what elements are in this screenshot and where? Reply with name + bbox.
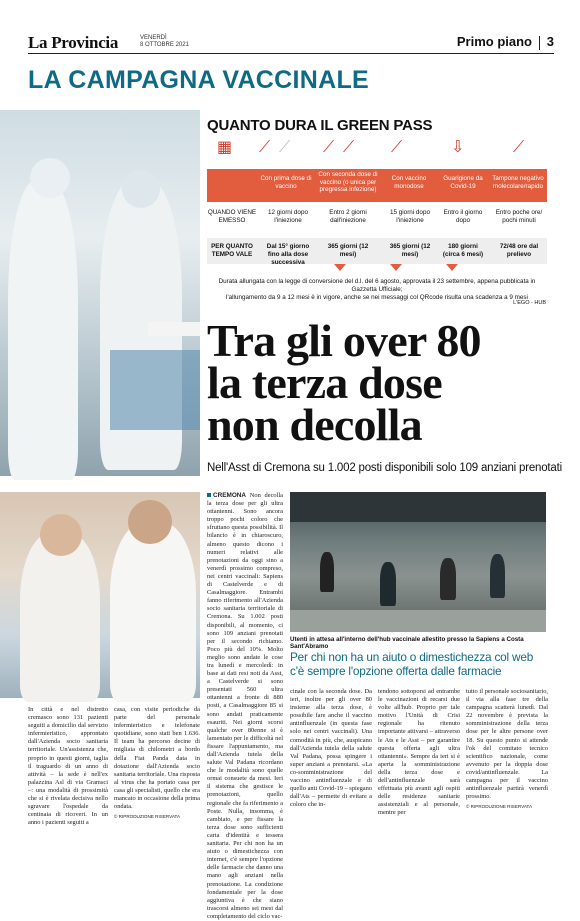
article-column-c [290,688,372,838]
article-text-d: tendono sottoporsi ad entrambe le vaccinazioni di recarsi due volte all'hub. Proprio per tale motivo l'Unità di Crisi regionale ha ritenuto importante attivarsi – attraverso le Ats e le Asst – per garantire questa offerta agli ultra ottantenni». Sempre da ieri si è aperta la somministrazione della terza dose e dell'antinfluenzale sarà effettuata più avanti agli ospiti delle residenze sanitarie assistenziali e al personale, mentre per [378,688,460,817]
issued-second-dose: Entro 2 giorni dall'iniezione [329,209,367,224]
headline-line3: non decolla [207,399,422,450]
syringe-icon: ⟋ [343,137,355,156]
column-recovery: Guarigione da Covid-19 [443,175,483,190]
section-kicker: LA CAMPAGNA VACCINALE [28,66,370,94]
header-divider [539,36,540,50]
photo-caption: Utenti in attesa all'interno dell'hub vaccinale allestito presso la Sapiens a Costa Sant'Abramo [290,636,524,650]
headline-line1: Tra gli over 80 [207,315,481,366]
article-column-e [466,688,548,838]
infographic-source: L'EGO - HUB [513,300,546,306]
syringe-icon: ⟋ [323,137,335,156]
infographic-note-line1: Durata allungata con la legge di conversione del d.l. del 6 agosto, approvata il 23 settembre, appena pubblicata in Gazzetta Ufficiale; [218,278,536,293]
issued-single-dose: 15 giorni dopo l'iniezione [390,209,430,224]
column-second-dose: Con seconda dose di vaccino (o unica per pregressa infezione) [318,171,378,193]
side-headline: Per chi non ha un aiuto o dimestichezza col web c'è sempre l'opzione offerta dalle farmacie [290,650,534,678]
dateline: CREMONA [213,492,247,499]
article-column-b [114,706,200,838]
syringe-icon: ⟋ [259,137,271,156]
infographic-note-line2: l'allungamento da 9 a 12 mesi è in vigore, anche se nei messaggi col QRcode risulta una scadenza a 9 mesi [226,294,528,301]
article-text-e: tutto il personale sociosanitario, il via alla fase tre della campagna scatterà lunedì. Dal 22 novembre è prevista la somministrazione della terza dose per le altre persone over 18. Su questo punto si attende l'ok del comitato tecnico scientifico nazionale, come avvenuto per la doppia dose covid/antinfluenzale. La campagna per il vaccino antinfluenzale partirà venerdì prossimo. [466,688,548,801]
row-validity [207,238,547,264]
photo-vaccination-hub [290,492,546,632]
section-title: Primo piano [456,34,532,49]
article-column-main [207,492,283,920]
headline-line2: la terza dose [207,357,442,408]
article-text-c: cinale con la seconda dose. Da ieri, inoltre per gli over 80 insieme alla terza dose, è possibile fare anche il vaccino antinfluenzale (in questa fase solo nei centri vaccinali). Una comodità in più, che, auspicano dall'Azienda tutela della salute Val Padana, possa spingere i super anziani a prenotarsi. «La co-somministrazione del vaccino antinfluenzale e di quello anti Covid-19 – spiegano dall'Ats – permette di evitare a coloro che in- [290,688,373,809]
row-issued-label: QUANDO VIENE EMESSO [207,209,257,224]
calendar-icon: ▦ [217,137,233,156]
syringe-icon: ⟋ [279,137,291,156]
issued-test: Entro poche ore/ pochi minuti [495,209,543,224]
infographic-note [207,278,547,302]
column-first-dose: Con prima dose di vaccino [260,175,312,190]
test-tube-icon: ⟋ [513,137,525,156]
headline [207,315,481,450]
issue-day: VENERDÌ [140,35,167,41]
infographic-title: QUANTO DURA IL GREEN PASS [207,117,433,134]
article-text-b: casa, con visite periodiche da parte del personale infermieristico e telefonate quotidiane, sono stati ben 1.636. Il team ha percorso decine di migliaia di chilometri a bordo della Fiat Panda data in dotazione dall'Azienda socio sanitaria territoriale. Una risposta al virus che ha portato casa per casa gli specialisti, quello che era mancato in occasione della prima ondata. [114,706,200,811]
newspaper-brand: La Provincia [28,33,119,52]
issued-recovery: Entro il giorno dopo [443,209,483,224]
infographic-icons [207,135,547,169]
arrow-down-icon [334,264,346,271]
dateline-marker [207,493,211,497]
infographic-header-row [207,169,547,202]
arrow-down-icon: ⇩ [451,137,465,156]
validity-single-dose: 365 giorni (12 mesi) [389,243,431,258]
article-column-a [28,706,108,838]
validity-recovery: 180 giorni (circa 6 mesi) [442,243,484,258]
column-test: Tampone negativo molecolare/rapido [492,175,544,190]
validity-second-dose: 365 giorni (12 mesi) [327,243,369,258]
issue-date [140,35,189,49]
row-issued [207,206,547,234]
arrow-down-icon [390,264,402,271]
column-single-dose: Con vaccino monodose [391,175,427,190]
subheadline: Nell'Asst di Cremona su 1.002 posti disponibili solo 109 anziani prenotati [207,462,562,474]
photo-nurses [0,492,200,698]
syringe-icon: ⟋ [391,137,403,156]
page-number: 3 [546,34,554,49]
masthead [28,34,554,54]
article-text-a: In città e nel distretto cremasco sono 131 pazienti seguiti a domicilio dal servizio infermieristico, approntato dall'Azienda socio sanitaria territoriale. Un'assistenza che, proprio in questi giorni, taglia il traguardo di un anno di attività – la sede è nell'ex palazzina Asl di via Gramsci –: una modalità di prossimità che si è rivelata decisiva nello sgravare l'ospedale da centinaia di ricoveri. In un anno i pazienti seguiti a [28,706,108,827]
article-column-d [378,688,460,838]
arrow-down-icon [446,264,458,271]
row-validity-label: PER QUANTO TEMPO VALE [211,243,253,258]
issue-date-text: 8 OTTOBRE 2021 [140,42,189,48]
photo-medical-staff [0,110,200,476]
article-text-main: Non decolla la terza dose per gli ultra ottantenni. Sono ancora troppo pochi coloro che sfruttano questa possibilità. Il bilancio è in chiaroscuro, almeno questo dicono i numeri relativi alle prenotazioni da oggi sino a venerdì prossimo compreso, nei centri vaccinali: Sapiens di Castelverde e di Casalmaggiore. Entrambi fanno riferimento all'Azienda socio sanitaria territoriale di Cremona. Su 1.002 posti disponibili, al momento, ci sono 109 anziani prenotati per il secondo richiamo. Poco più del 10%. Molto meglio sono andate le cose tra lunedì e mercoledì: in base ai dati resi noti da Asst, a Castelverde si sono presentati 560 ultra ottantenni a fronte di 880 posti, a Casalmaggiore 85 si sono andati praticamente esauriti. Nei giorni scorsi qualche over 80enne si è lamentato per le difficoltà nel fissare l'appuntamento, ma dall'Azienda tutela della salute Val Padana ricordano che le modalità sono quelle ormai consuete da mesi. Ieri il sistema che gestisce le prenotazioni, quello regionale che fa riferimento a Poste. Nulla, insomma, è cambiato, e per fissare la terza dose sono sufficienti carta d'identità e tessera sanitaria. Per chi non ha un aiuto o dimestichezza con internet, c'è sempre l'opzione delle farmacie che danno una mano agli anziani nella prenotazione. La condizione fondamentale per la dose aggiuntiva è che siano trascorsi almeno sei mesi dal completamento del ciclo vac- [207,492,283,920]
validity-first-dose: Dal 15° giorno fino alla dose successiva [266,243,310,266]
copyright-notice: © RIPRODUZIONE RISERVATA [466,804,533,810]
copyright-notice: © RIPRODUZIONE RISERVATA [114,814,181,820]
issued-first-dose: 12 giorni dopo l'iniezione [268,209,308,224]
validity-test: 72/48 ore dal prelievo [499,243,539,258]
